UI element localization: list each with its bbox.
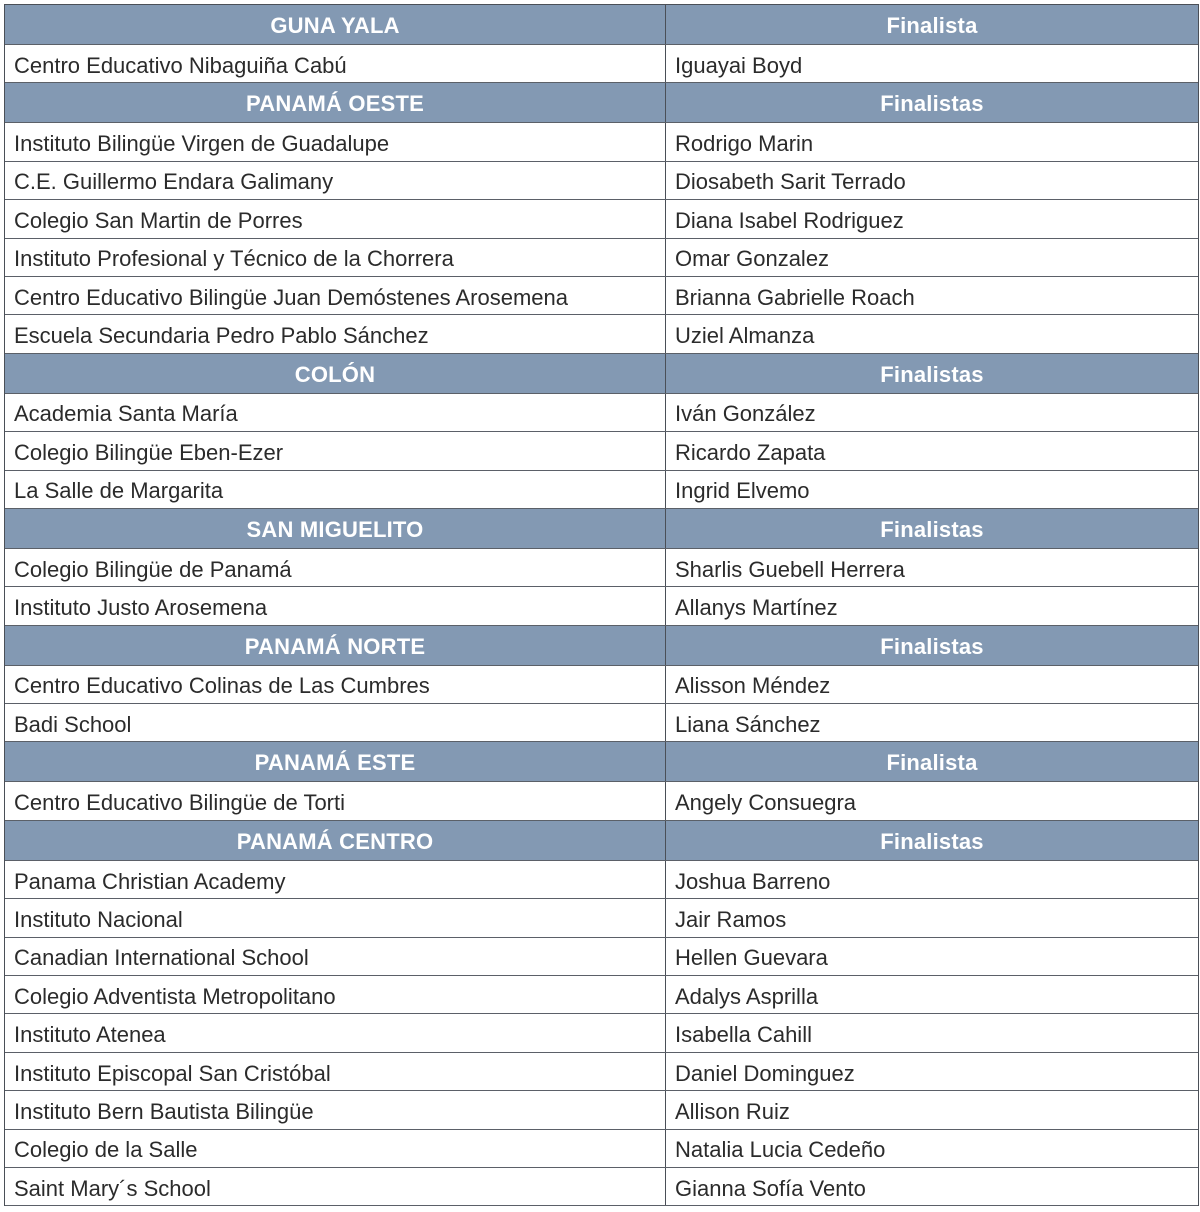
- finalist-cell: Natalia Lucia Cedeño: [675, 1137, 886, 1163]
- finalist-cell: Diosabeth Sarit Terrado: [675, 169, 906, 195]
- school-cell: Academia Santa María: [5, 394, 666, 431]
- finalist-cell: Isabella Cahill: [675, 1022, 812, 1048]
- table-row: [5, 394, 1198, 432]
- school-cell: Instituto Episcopal San Cristóbal: [5, 1053, 666, 1090]
- finalist-cell: Daniel Dominguez: [675, 1060, 855, 1086]
- table-row: [5, 162, 1198, 200]
- school-cell: Panama Christian Academy: [5, 861, 666, 898]
- school-cell: Canadian International School: [5, 938, 666, 975]
- school-cell: Colegio Adventista Metropolitano: [5, 976, 666, 1013]
- finalist-cell: Ricardo Zapata: [675, 439, 826, 465]
- school-cell: Instituto Bern Bautista Bilingüe: [5, 1091, 666, 1128]
- finalist-cell: Angely Consuegra: [675, 790, 857, 816]
- table-row: [5, 899, 1198, 937]
- school-cell: Instituto Bilingüe Virgen de Guadalupe: [5, 123, 666, 160]
- finalist-cell: Iván González: [675, 401, 816, 427]
- finalist-column-header: Finalistas: [880, 361, 984, 387]
- finalist-cell: Uziel Almanza: [675, 323, 815, 349]
- school-cell: Instituto Nacional: [5, 899, 666, 936]
- table-row: [5, 549, 1198, 587]
- region-header: COLÓN: [5, 354, 666, 393]
- region-header: GUNA YALA: [5, 5, 666, 44]
- finalist-cell: Hellen Guevara: [675, 945, 828, 971]
- finalist-cell: Diana Isabel Rodriguez: [675, 207, 904, 233]
- school-cell: Centro Educativo Colinas de Las Cumbres: [5, 666, 666, 703]
- table-row: [5, 200, 1198, 238]
- finalist-column-header: Finalistas: [880, 828, 984, 854]
- school-cell: Colegio Bilingüe de Panamá: [5, 549, 666, 586]
- section-header-panama-este: [5, 742, 1198, 782]
- finalist-column-header: Finalistas: [880, 633, 984, 659]
- finalists-table: [4, 4, 1199, 1206]
- table-row: [5, 432, 1198, 470]
- school-cell: Instituto Profesional y Técnico de la Chorrera: [5, 239, 666, 276]
- finalist-cell: Iguayai Boyd: [675, 52, 803, 78]
- finalist-cell: Allanys Martínez: [675, 594, 838, 620]
- table-row: [5, 1014, 1198, 1052]
- finalist-cell: Rodrigo Marin: [675, 131, 814, 157]
- table-row: [5, 938, 1198, 976]
- finalist-cell: Omar Gonzalez: [675, 246, 830, 272]
- table-row: [5, 1130, 1198, 1168]
- region-header: PANAMÁ ESTE: [5, 742, 666, 781]
- finalist-cell: Alisson Méndez: [675, 673, 831, 699]
- table-row: [5, 976, 1198, 1014]
- table-row: [5, 666, 1198, 704]
- section-header-san-miguelito: [5, 509, 1198, 549]
- section-header-guna-yala: [5, 5, 1198, 45]
- finalist-cell: Brianna Gabrielle Roach: [675, 284, 915, 310]
- table-row: [5, 239, 1198, 277]
- region-header: PANAMÁ OESTE: [5, 83, 666, 122]
- table-row: [5, 782, 1198, 820]
- finalist-cell: Sharlis Guebell Herrera: [675, 556, 905, 582]
- school-cell: Colegio Bilingüe Eben-Ezer: [5, 432, 666, 469]
- school-cell: Badi School: [5, 704, 666, 741]
- school-cell: Instituto Justo Arosemena: [5, 587, 666, 624]
- school-cell: Escuela Secundaria Pedro Pablo Sánchez: [5, 315, 666, 352]
- finalist-cell: Allison Ruiz: [675, 1098, 790, 1124]
- region-header: PANAMÁ NORTE: [5, 626, 666, 665]
- table-row: [5, 1053, 1198, 1091]
- school-cell: Saint Mary´s School: [5, 1168, 666, 1205]
- finalist-column-header: Finalistas: [880, 91, 984, 117]
- table-row: [5, 861, 1198, 899]
- table-row: [5, 471, 1198, 509]
- section-header-panama-norte: [5, 626, 1198, 666]
- table-row: [5, 1091, 1198, 1129]
- section-header-panama-oeste: [5, 83, 1198, 123]
- section-header-colon: [5, 354, 1198, 394]
- finalist-cell: Adalys Asprilla: [675, 983, 819, 1009]
- table-row: [5, 277, 1198, 315]
- finalist-column-header: Finalistas: [880, 516, 984, 542]
- finalist-cell: Joshua Barreno: [675, 868, 831, 894]
- school-cell: Colegio de la Salle: [5, 1130, 666, 1167]
- region-header: SAN MIGUELITO: [5, 509, 666, 548]
- finalist-cell: Gianna Sofía Vento: [675, 1175, 866, 1201]
- finalist-column-header: Finalista: [886, 750, 978, 776]
- school-cell: La Salle de Margarita: [5, 471, 666, 508]
- table-row: [5, 123, 1198, 161]
- finalist-cell: Ingrid Elvemo: [675, 478, 810, 504]
- finalist-column-header: Finalista: [886, 13, 978, 38]
- school-cell: Centro Educativo Bilingüe de Torti: [5, 782, 666, 819]
- school-cell: C.E. Guillermo Endara Galimany: [5, 162, 666, 199]
- section-header-panama-centro: [5, 821, 1198, 861]
- school-cell: Centro Educativo Nibaguiña Cabú: [5, 45, 666, 82]
- finalist-cell: Jair Ramos: [675, 906, 787, 932]
- table-row: [5, 45, 1198, 83]
- region-header: PANAMÁ CENTRO: [5, 821, 666, 860]
- finalist-cell: Liana Sánchez: [675, 711, 821, 737]
- school-cell: Instituto Atenea: [5, 1014, 666, 1051]
- school-cell: Centro Educativo Bilingüe Juan Demóstenes Arosemena: [5, 277, 666, 314]
- school-cell: Colegio San Martin de Porres: [5, 200, 666, 237]
- table-row: [5, 1168, 1198, 1206]
- table-row: [5, 704, 1198, 742]
- table-row: [5, 587, 1198, 625]
- table-row: [5, 315, 1198, 353]
